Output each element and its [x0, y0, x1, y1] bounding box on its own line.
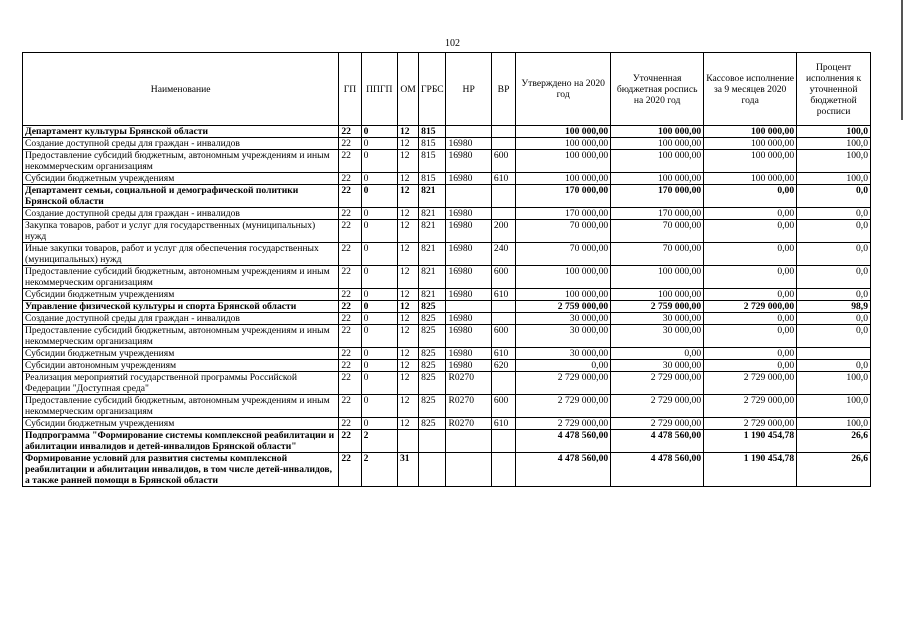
cell-name: Субсидии автономным учреждениям [23, 360, 339, 372]
cell-ppgp: 2 [361, 453, 397, 487]
cell-name: Формирование условий для развития системы комплексной реабилитации и абилитации инвалидов, в том числе детей-инвалидов, а также ранней помощи в Брянской области [23, 453, 339, 487]
cell-approved: 2 729 000,00 [516, 395, 611, 418]
cell-approved: 30 000,00 [516, 325, 611, 348]
cell-vr [491, 126, 515, 138]
cell-cash: 100 000,00 [704, 150, 797, 173]
header-vr: ВР [491, 53, 515, 126]
cell-approved: 30 000,00 [516, 348, 611, 360]
table-row [23, 150, 871, 173]
cell-approved: 100 000,00 [516, 266, 611, 289]
cell-om: 12 [397, 395, 418, 418]
cell-percent: 0,0 [797, 266, 871, 289]
cell-gp: 22 [339, 395, 361, 418]
cell-percent: 0,0 [797, 289, 871, 301]
cell-grbs: 821 [419, 243, 446, 266]
cell-ppgp: 0 [361, 266, 397, 289]
cell-gp: 22 [339, 126, 361, 138]
cell-ppgp: 0 [361, 138, 397, 150]
cell-percent: 98,9 [797, 301, 871, 313]
cell-percent: 0,0 [797, 313, 871, 325]
cell-vr: 600 [491, 325, 515, 348]
cell-nr [446, 185, 491, 208]
cell-grbs: 825 [419, 325, 446, 348]
cell-om: 12 [397, 126, 418, 138]
cell-ppgp: 0 [361, 418, 397, 430]
cell-approved: 100 000,00 [516, 173, 611, 185]
cell-om: 12 [397, 313, 418, 325]
cell-approved: 4 478 560,00 [516, 430, 611, 453]
cell-grbs: 821 [419, 266, 446, 289]
cell-cash: 2 729 000,00 [704, 418, 797, 430]
cell-gp: 22 [339, 138, 361, 150]
cell-ppgp: 0 [361, 150, 397, 173]
cell-vr [491, 301, 515, 313]
cell-vr: 600 [491, 150, 515, 173]
cell-refined: 2 729 000,00 [611, 395, 704, 418]
cell-grbs: 825 [419, 372, 446, 395]
cell-ppgp: 0 [361, 185, 397, 208]
header-percent: Процент исполнения к уточненной бюджетной росписи [797, 53, 871, 126]
cell-ppgp: 0 [361, 325, 397, 348]
cell-cash: 0,00 [704, 266, 797, 289]
cell-approved: 100 000,00 [516, 138, 611, 150]
cell-grbs: 825 [419, 360, 446, 372]
cell-percent: 100,0 [797, 372, 871, 395]
cell-refined: 2 729 000,00 [611, 418, 704, 430]
cell-grbs: 815 [419, 138, 446, 150]
cell-cash: 0,00 [704, 360, 797, 372]
cell-refined: 4 478 560,00 [611, 453, 704, 487]
cell-cash: 0,00 [704, 289, 797, 301]
table-row [23, 289, 871, 301]
cell-gp: 22 [339, 150, 361, 173]
table-body [23, 126, 871, 487]
table-row [23, 138, 871, 150]
cell-grbs: 825 [419, 301, 446, 313]
header-gp: ГП [339, 53, 361, 126]
cell-gp: 22 [339, 220, 361, 243]
cell-nr: 16980 [446, 173, 491, 185]
cell-vr: 610 [491, 348, 515, 360]
budget-table [22, 52, 871, 487]
cell-percent: 100,0 [797, 126, 871, 138]
cell-refined: 70 000,00 [611, 243, 704, 266]
cell-nr: 16980 [446, 266, 491, 289]
cell-nr [446, 126, 491, 138]
cell-approved: 2 729 000,00 [516, 418, 611, 430]
cell-nr: 16980 [446, 243, 491, 266]
cell-name: Предоставление субсидий бюджетным, автономным учреждениям и иным некоммерческим организациям [23, 325, 339, 348]
table-row [23, 348, 871, 360]
cell-vr: 610 [491, 418, 515, 430]
cell-gp: 22 [339, 301, 361, 313]
cell-percent: 0,0 [797, 243, 871, 266]
cell-ppgp: 0 [361, 313, 397, 325]
cell-grbs: 825 [419, 418, 446, 430]
cell-nr: 16980 [446, 138, 491, 150]
cell-approved: 30 000,00 [516, 313, 611, 325]
cell-refined: 100 000,00 [611, 173, 704, 185]
cell-approved: 70 000,00 [516, 220, 611, 243]
header-name: Наименование [23, 53, 339, 126]
cell-name: Департамент семьи, социальной и демографической политики Брянской области [23, 185, 339, 208]
cell-gp: 22 [339, 372, 361, 395]
cell-grbs: 821 [419, 220, 446, 243]
cell-vr [491, 138, 515, 150]
cell-om: 12 [397, 372, 418, 395]
cell-om: 12 [397, 138, 418, 150]
cell-ppgp: 0 [361, 208, 397, 220]
table-row [23, 126, 871, 138]
cell-grbs: 825 [419, 313, 446, 325]
cell-gp: 22 [339, 418, 361, 430]
cell-nr: R0270 [446, 395, 491, 418]
cell-ppgp: 2 [361, 430, 397, 453]
page-number: 102 [445, 38, 460, 49]
cell-name: Субсидии бюджетным учреждениям [23, 348, 339, 360]
cell-vr [491, 208, 515, 220]
cell-cash: 0,00 [704, 348, 797, 360]
cell-refined: 100 000,00 [611, 138, 704, 150]
cell-om: 12 [397, 266, 418, 289]
header-nr: НР [446, 53, 491, 126]
cell-refined: 4 478 560,00 [611, 430, 704, 453]
cell-approved: 2 759 000,00 [516, 301, 611, 313]
cell-gp: 22 [339, 453, 361, 487]
cell-name: Субсидии бюджетным учреждениям [23, 418, 339, 430]
cell-approved: 100 000,00 [516, 150, 611, 173]
cell-cash: 100 000,00 [704, 173, 797, 185]
cell-om: 12 [397, 208, 418, 220]
cell-grbs: 825 [419, 348, 446, 360]
cell-gp: 22 [339, 430, 361, 453]
table-row [23, 325, 871, 348]
table-row [23, 208, 871, 220]
cell-gp: 22 [339, 325, 361, 348]
cell-nr: 16980 [446, 150, 491, 173]
cell-cash: 100 000,00 [704, 138, 797, 150]
cell-gp: 22 [339, 208, 361, 220]
cell-refined: 170 000,00 [611, 208, 704, 220]
table-header-row [23, 53, 871, 126]
cell-refined: 170 000,00 [611, 185, 704, 208]
header-om: ОМ [397, 53, 418, 126]
cell-refined: 100 000,00 [611, 289, 704, 301]
header-approved: Утверждено на 2020 год [516, 53, 611, 126]
cell-nr [446, 430, 491, 453]
cell-ppgp: 0 [361, 126, 397, 138]
cell-refined: 100 000,00 [611, 150, 704, 173]
cell-percent: 0,0 [797, 220, 871, 243]
table-row [23, 243, 871, 266]
table-row [23, 173, 871, 185]
cell-gp: 22 [339, 173, 361, 185]
cell-nr [446, 453, 491, 487]
cell-name: Создание доступной среды для граждан - инвалидов [23, 138, 339, 150]
cell-percent: 0,0 [797, 185, 871, 208]
cell-refined: 2 729 000,00 [611, 372, 704, 395]
cell-refined: 30 000,00 [611, 360, 704, 372]
cell-cash: 0,00 [704, 325, 797, 348]
cell-name: Субсидии бюджетным учреждениям [23, 289, 339, 301]
cell-percent: 100,0 [797, 138, 871, 150]
cell-grbs: 821 [419, 185, 446, 208]
cell-gp: 22 [339, 243, 361, 266]
cell-ppgp: 0 [361, 360, 397, 372]
cell-name: Предоставление субсидий бюджетным, автономным учреждениям и иным некоммерческим организациям [23, 150, 339, 173]
cell-vr [491, 313, 515, 325]
cell-cash: 0,00 [704, 208, 797, 220]
cell-ppgp: 0 [361, 243, 397, 266]
cell-name: Реализация мероприятий государственной программы Российской Федерации "Доступная среда" [23, 372, 339, 395]
cell-nr: 16980 [446, 220, 491, 243]
cell-cash: 100 000,00 [704, 126, 797, 138]
header-refined: Уточненная бюджетная роспись на 2020 год [611, 53, 704, 126]
cell-om: 12 [397, 325, 418, 348]
cell-nr [446, 301, 491, 313]
cell-refined: 100 000,00 [611, 266, 704, 289]
cell-om: 12 [397, 220, 418, 243]
cell-gp: 22 [339, 266, 361, 289]
cell-percent [797, 348, 871, 360]
cell-grbs: 825 [419, 395, 446, 418]
cell-cash: 1 190 454,78 [704, 453, 797, 487]
cell-name: Субсидии бюджетным учреждениям [23, 173, 339, 185]
cell-gp: 22 [339, 289, 361, 301]
table-row [23, 395, 871, 418]
cell-name: Департамент культуры Брянской области [23, 126, 339, 138]
cell-om: 12 [397, 418, 418, 430]
cell-gp: 22 [339, 185, 361, 208]
cell-nr: R0270 [446, 418, 491, 430]
cell-nr: 16980 [446, 289, 491, 301]
cell-grbs: 821 [419, 208, 446, 220]
header-ppgp: ППГП [361, 53, 397, 126]
cell-approved: 170 000,00 [516, 208, 611, 220]
cell-vr: 200 [491, 220, 515, 243]
table-row [23, 430, 871, 453]
cell-nr: 16980 [446, 313, 491, 325]
cell-name: Создание доступной среды для граждан - инвалидов [23, 208, 339, 220]
cell-refined: 30 000,00 [611, 325, 704, 348]
cell-om: 12 [397, 150, 418, 173]
cell-approved: 100 000,00 [516, 126, 611, 138]
cell-ppgp: 0 [361, 220, 397, 243]
cell-name: Подпрограмма "Формирование системы комплексной реабилитации и абилитации инвалидов и детей-инвалидов Брянской области" [23, 430, 339, 453]
cell-om: 12 [397, 289, 418, 301]
cell-name: Закупка товаров, работ и услуг для государственных (муниципальных) нужд [23, 220, 339, 243]
cell-ppgp: 0 [361, 348, 397, 360]
cell-percent: 26,6 [797, 453, 871, 487]
cell-om [397, 430, 418, 453]
cell-vr: 610 [491, 289, 515, 301]
cell-om: 12 [397, 348, 418, 360]
cell-cash: 0,00 [704, 220, 797, 243]
cell-cash: 2 729 000,00 [704, 395, 797, 418]
cell-grbs: 821 [419, 289, 446, 301]
table-row [23, 372, 871, 395]
cell-om: 12 [397, 360, 418, 372]
cell-om: 12 [397, 301, 418, 313]
table-row [23, 418, 871, 430]
cell-grbs [419, 453, 446, 487]
cell-ppgp: 0 [361, 372, 397, 395]
cell-vr: 610 [491, 173, 515, 185]
cell-percent: 100,0 [797, 418, 871, 430]
cell-ppgp: 0 [361, 301, 397, 313]
table-row [23, 360, 871, 372]
cell-approved: 170 000,00 [516, 185, 611, 208]
cell-ppgp: 0 [361, 289, 397, 301]
cell-vr: 240 [491, 243, 515, 266]
header-grbs: ГРБС [419, 53, 446, 126]
cell-nr: 16980 [446, 360, 491, 372]
cell-approved: 70 000,00 [516, 243, 611, 266]
cell-refined: 0,00 [611, 348, 704, 360]
cell-refined: 2 759 000,00 [611, 301, 704, 313]
cell-percent: 100,0 [797, 395, 871, 418]
cell-name: Предоставление субсидий бюджетным, автономным учреждениям и иным некоммерческим организациям [23, 395, 339, 418]
cell-om: 12 [397, 173, 418, 185]
table-row [23, 453, 871, 487]
cell-vr: 600 [491, 395, 515, 418]
table-row [23, 301, 871, 313]
cell-approved: 0,00 [516, 360, 611, 372]
cell-grbs: 815 [419, 173, 446, 185]
cell-vr [491, 430, 515, 453]
cell-ppgp: 0 [361, 173, 397, 185]
cell-nr: 16980 [446, 208, 491, 220]
cell-nr: 16980 [446, 325, 491, 348]
cell-grbs: 815 [419, 150, 446, 173]
table-row [23, 220, 871, 243]
cell-percent: 100,0 [797, 173, 871, 185]
cell-percent: 0,0 [797, 325, 871, 348]
cell-grbs: 815 [419, 126, 446, 138]
cell-percent: 100,0 [797, 150, 871, 173]
cell-gp: 22 [339, 360, 361, 372]
cell-nr: R0270 [446, 372, 491, 395]
table-row [23, 313, 871, 325]
cell-nr: 16980 [446, 348, 491, 360]
cell-cash: 0,00 [704, 185, 797, 208]
cell-om: 12 [397, 185, 418, 208]
cell-percent: 0,0 [797, 208, 871, 220]
page-edge-line [901, 0, 903, 120]
cell-approved: 4 478 560,00 [516, 453, 611, 487]
cell-vr [491, 453, 515, 487]
cell-refined: 30 000,00 [611, 313, 704, 325]
cell-name: Управление физической культуры и спорта Брянской области [23, 301, 339, 313]
cell-approved: 100 000,00 [516, 289, 611, 301]
cell-percent: 0,0 [797, 360, 871, 372]
cell-approved: 2 729 000,00 [516, 372, 611, 395]
table-row [23, 185, 871, 208]
cell-vr: 600 [491, 266, 515, 289]
cell-cash: 0,00 [704, 243, 797, 266]
cell-vr [491, 185, 515, 208]
cell-name: Иные закупки товаров, работ и услуг для обеспечения государственных (муниципальных) нужд [23, 243, 339, 266]
cell-ppgp: 0 [361, 395, 397, 418]
cell-refined: 100 000,00 [611, 126, 704, 138]
cell-percent: 26,6 [797, 430, 871, 453]
cell-name: Создание доступной среды для граждан - инвалидов [23, 313, 339, 325]
header-cash: Кассовое исполнение за 9 месяцев 2020 года [704, 53, 797, 126]
cell-gp: 22 [339, 313, 361, 325]
cell-name: Предоставление субсидий бюджетным, автономным учреждениям и иным некоммерческим организациям [23, 266, 339, 289]
cell-cash: 2 729 000,00 [704, 301, 797, 313]
cell-grbs [419, 430, 446, 453]
cell-om: 12 [397, 243, 418, 266]
table-row [23, 266, 871, 289]
cell-om: 31 [397, 453, 418, 487]
cell-cash: 0,00 [704, 313, 797, 325]
cell-vr: 620 [491, 360, 515, 372]
cell-cash: 1 190 454,78 [704, 430, 797, 453]
cell-cash: 2 729 000,00 [704, 372, 797, 395]
cell-vr [491, 372, 515, 395]
cell-gp: 22 [339, 348, 361, 360]
cell-refined: 70 000,00 [611, 220, 704, 243]
